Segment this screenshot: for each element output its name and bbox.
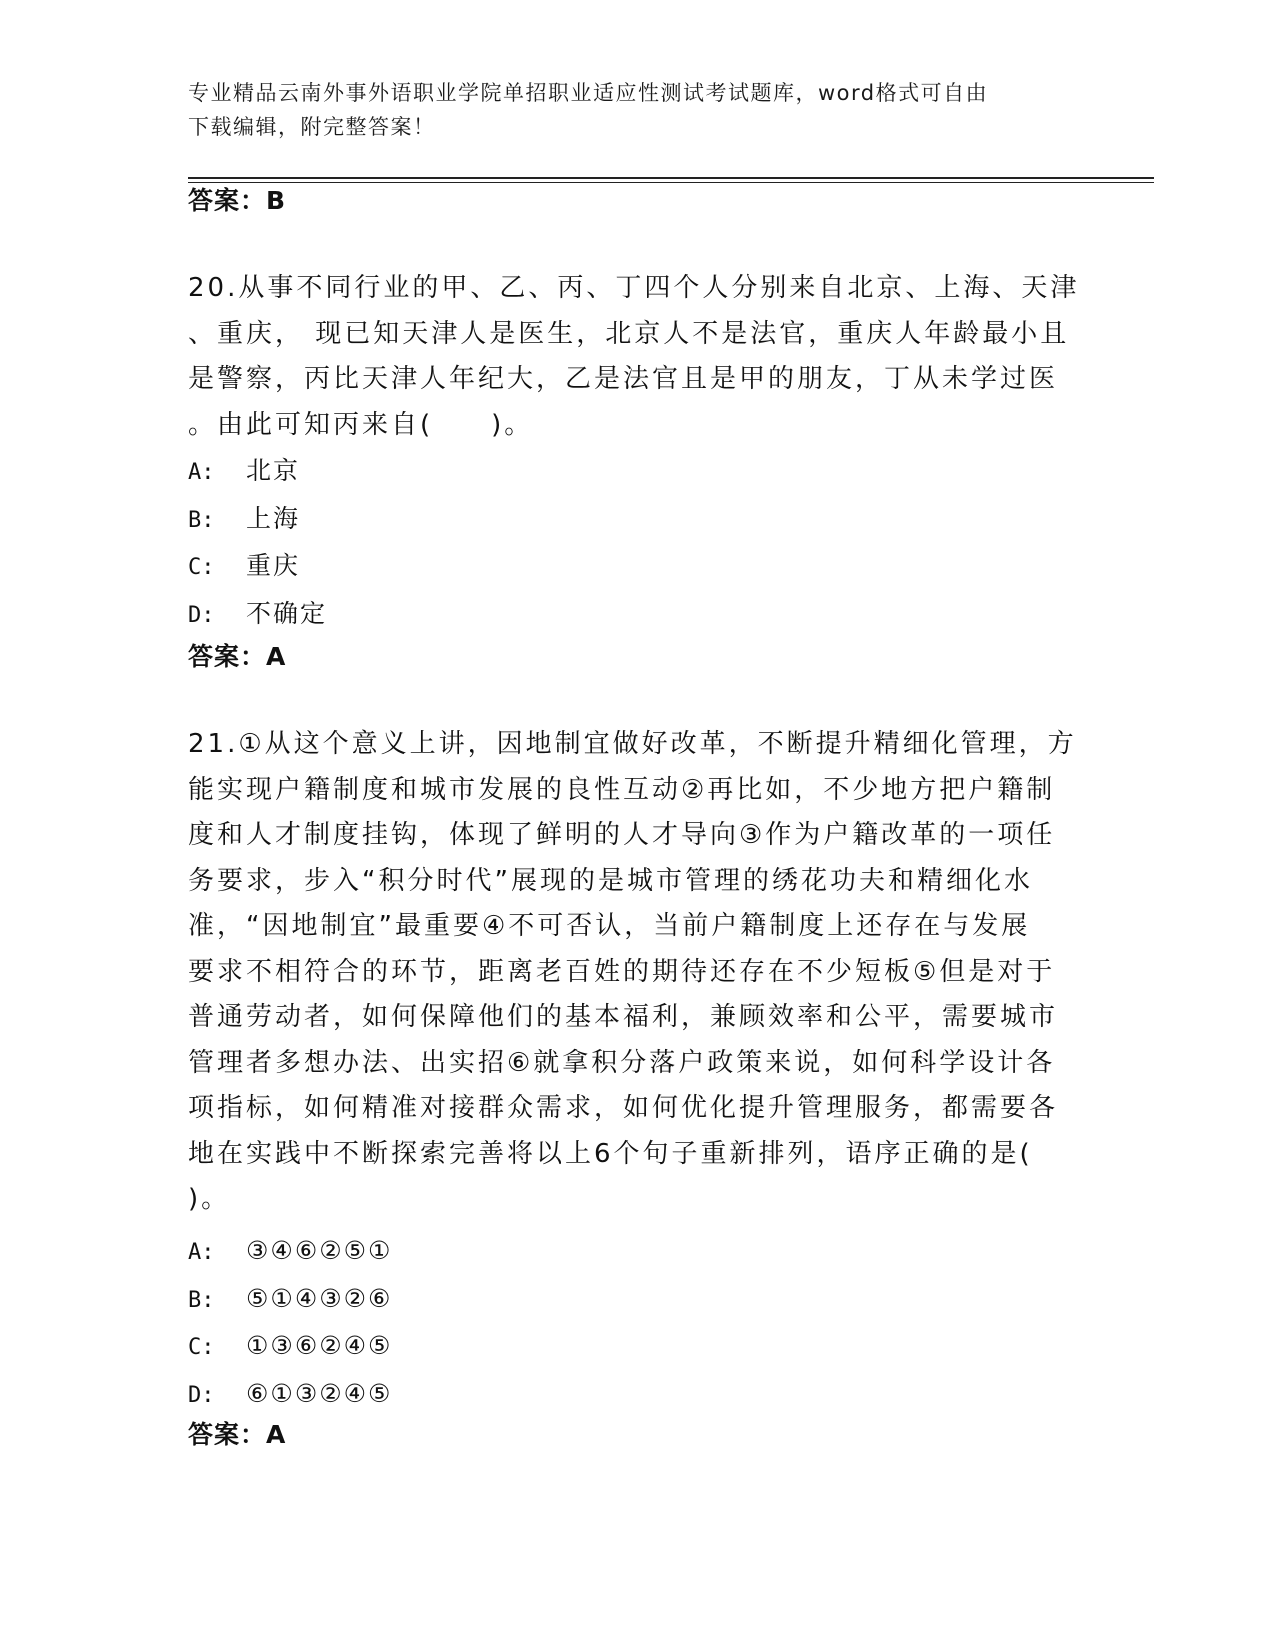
question-21-line: 能实现户籍制度和城市发展的良性互动②再比如，不少地方把户籍制 (188, 774, 1056, 805)
option-b (188, 496, 1068, 544)
question-20-line: 、重庆， 现已知天津人是医生，北京人不是法官，重庆人年龄最小且 (188, 318, 1070, 349)
question-21-line: 管理者多想办法、出实招⑥就拿积分落户政策来说，如何科学设计各 (188, 1047, 1056, 1078)
question-21-line: 准，“因地制宜”最重要④不可否认，当前户籍制度上还存在与发展 (188, 911, 1031, 941)
option-c (188, 543, 1068, 591)
option-text: 上海 (246, 503, 301, 533)
option-letter: B: (188, 1287, 215, 1313)
option-letter: C: (188, 1335, 215, 1360)
option-text: ⑥①③②④⑤ (246, 1378, 393, 1408)
question-20-text (188, 266, 1080, 448)
option-d (188, 1371, 1068, 1419)
option-c (188, 1323, 1068, 1371)
header-rule-thin (188, 182, 1154, 183)
option-text: 北京 (246, 456, 301, 485)
option-b (188, 1276, 1068, 1324)
question-21-line: )。 (188, 1184, 231, 1214)
question-21-line: 务要求，步入“积分时代”展现的是城市管理的绣花功夫和精细化水 (188, 865, 1033, 896)
question-21-line: 要求不相符合的环节，距离老百姓的期待还存在不少短板⑤但是对于 (188, 956, 1056, 987)
question-20-line: 是警察，丙比天津人年纪大，乙是法官且是甲的朋友，丁从未学过医 (188, 364, 1059, 394)
question-20-options (188, 448, 1068, 638)
option-a (188, 448, 1068, 496)
question-20-line: 。由此可知丙来自( )。 (188, 409, 534, 440)
question-21-line: 项指标，如何精准对接群众需求，如何优化提升管理服务，都需要各 (188, 1093, 1059, 1123)
option-a (188, 1228, 1068, 1276)
question-21-options (188, 1228, 1068, 1418)
header-rule-thick (188, 177, 1154, 179)
option-text: ①③⑥②④⑤ (246, 1331, 393, 1360)
question-20-line: 20.从事不同行业的甲、乙、丙、丁四个人分别来自北京、上海、天津 (188, 273, 1080, 303)
option-letter: D: (188, 602, 215, 628)
question-21-line: 度和人才制度挂钩，体现了鲜明的人才导向③作为户籍改革的一项任 (188, 820, 1056, 850)
option-text: ③④⑥②⑤① (246, 1236, 393, 1265)
question-21-answer: 答案：A (188, 1420, 287, 1449)
question-21-line: 21.①从这个意义上讲，因地制宜做好改革，不断提升精细化管理，方 (188, 729, 1077, 759)
header-line-1: 专业精品云南外事外语职业学院单招职业适应性测试考试题库，word格式可自由 (188, 81, 989, 105)
option-letter: A: (188, 1240, 215, 1265)
option-letter: C: (188, 555, 215, 580)
option-text: 不确定 (246, 598, 328, 628)
option-letter: D: (188, 1382, 215, 1408)
option-letter: A: (188, 460, 215, 485)
option-letter: B: (188, 507, 215, 533)
option-d (188, 591, 1068, 639)
question-20-answer: 答案：A (188, 642, 287, 671)
page-header (188, 76, 1088, 144)
question-21-line: 地在实践中不断探索完善将以上6个句子重新排列，语序正确的是( (188, 1138, 1033, 1169)
option-text: 重庆 (246, 551, 301, 580)
previous-answer: 答案：B (188, 186, 287, 215)
question-21-line: 普通劳动者，如何保障他们的基本福利，兼顾效率和公平，需要城市 (188, 1002, 1059, 1032)
question-21-text (188, 722, 1077, 1223)
option-text: ⑤①④③②⑥ (246, 1283, 393, 1313)
header-line-2: 下载编辑，附完整答案！ (188, 115, 436, 139)
